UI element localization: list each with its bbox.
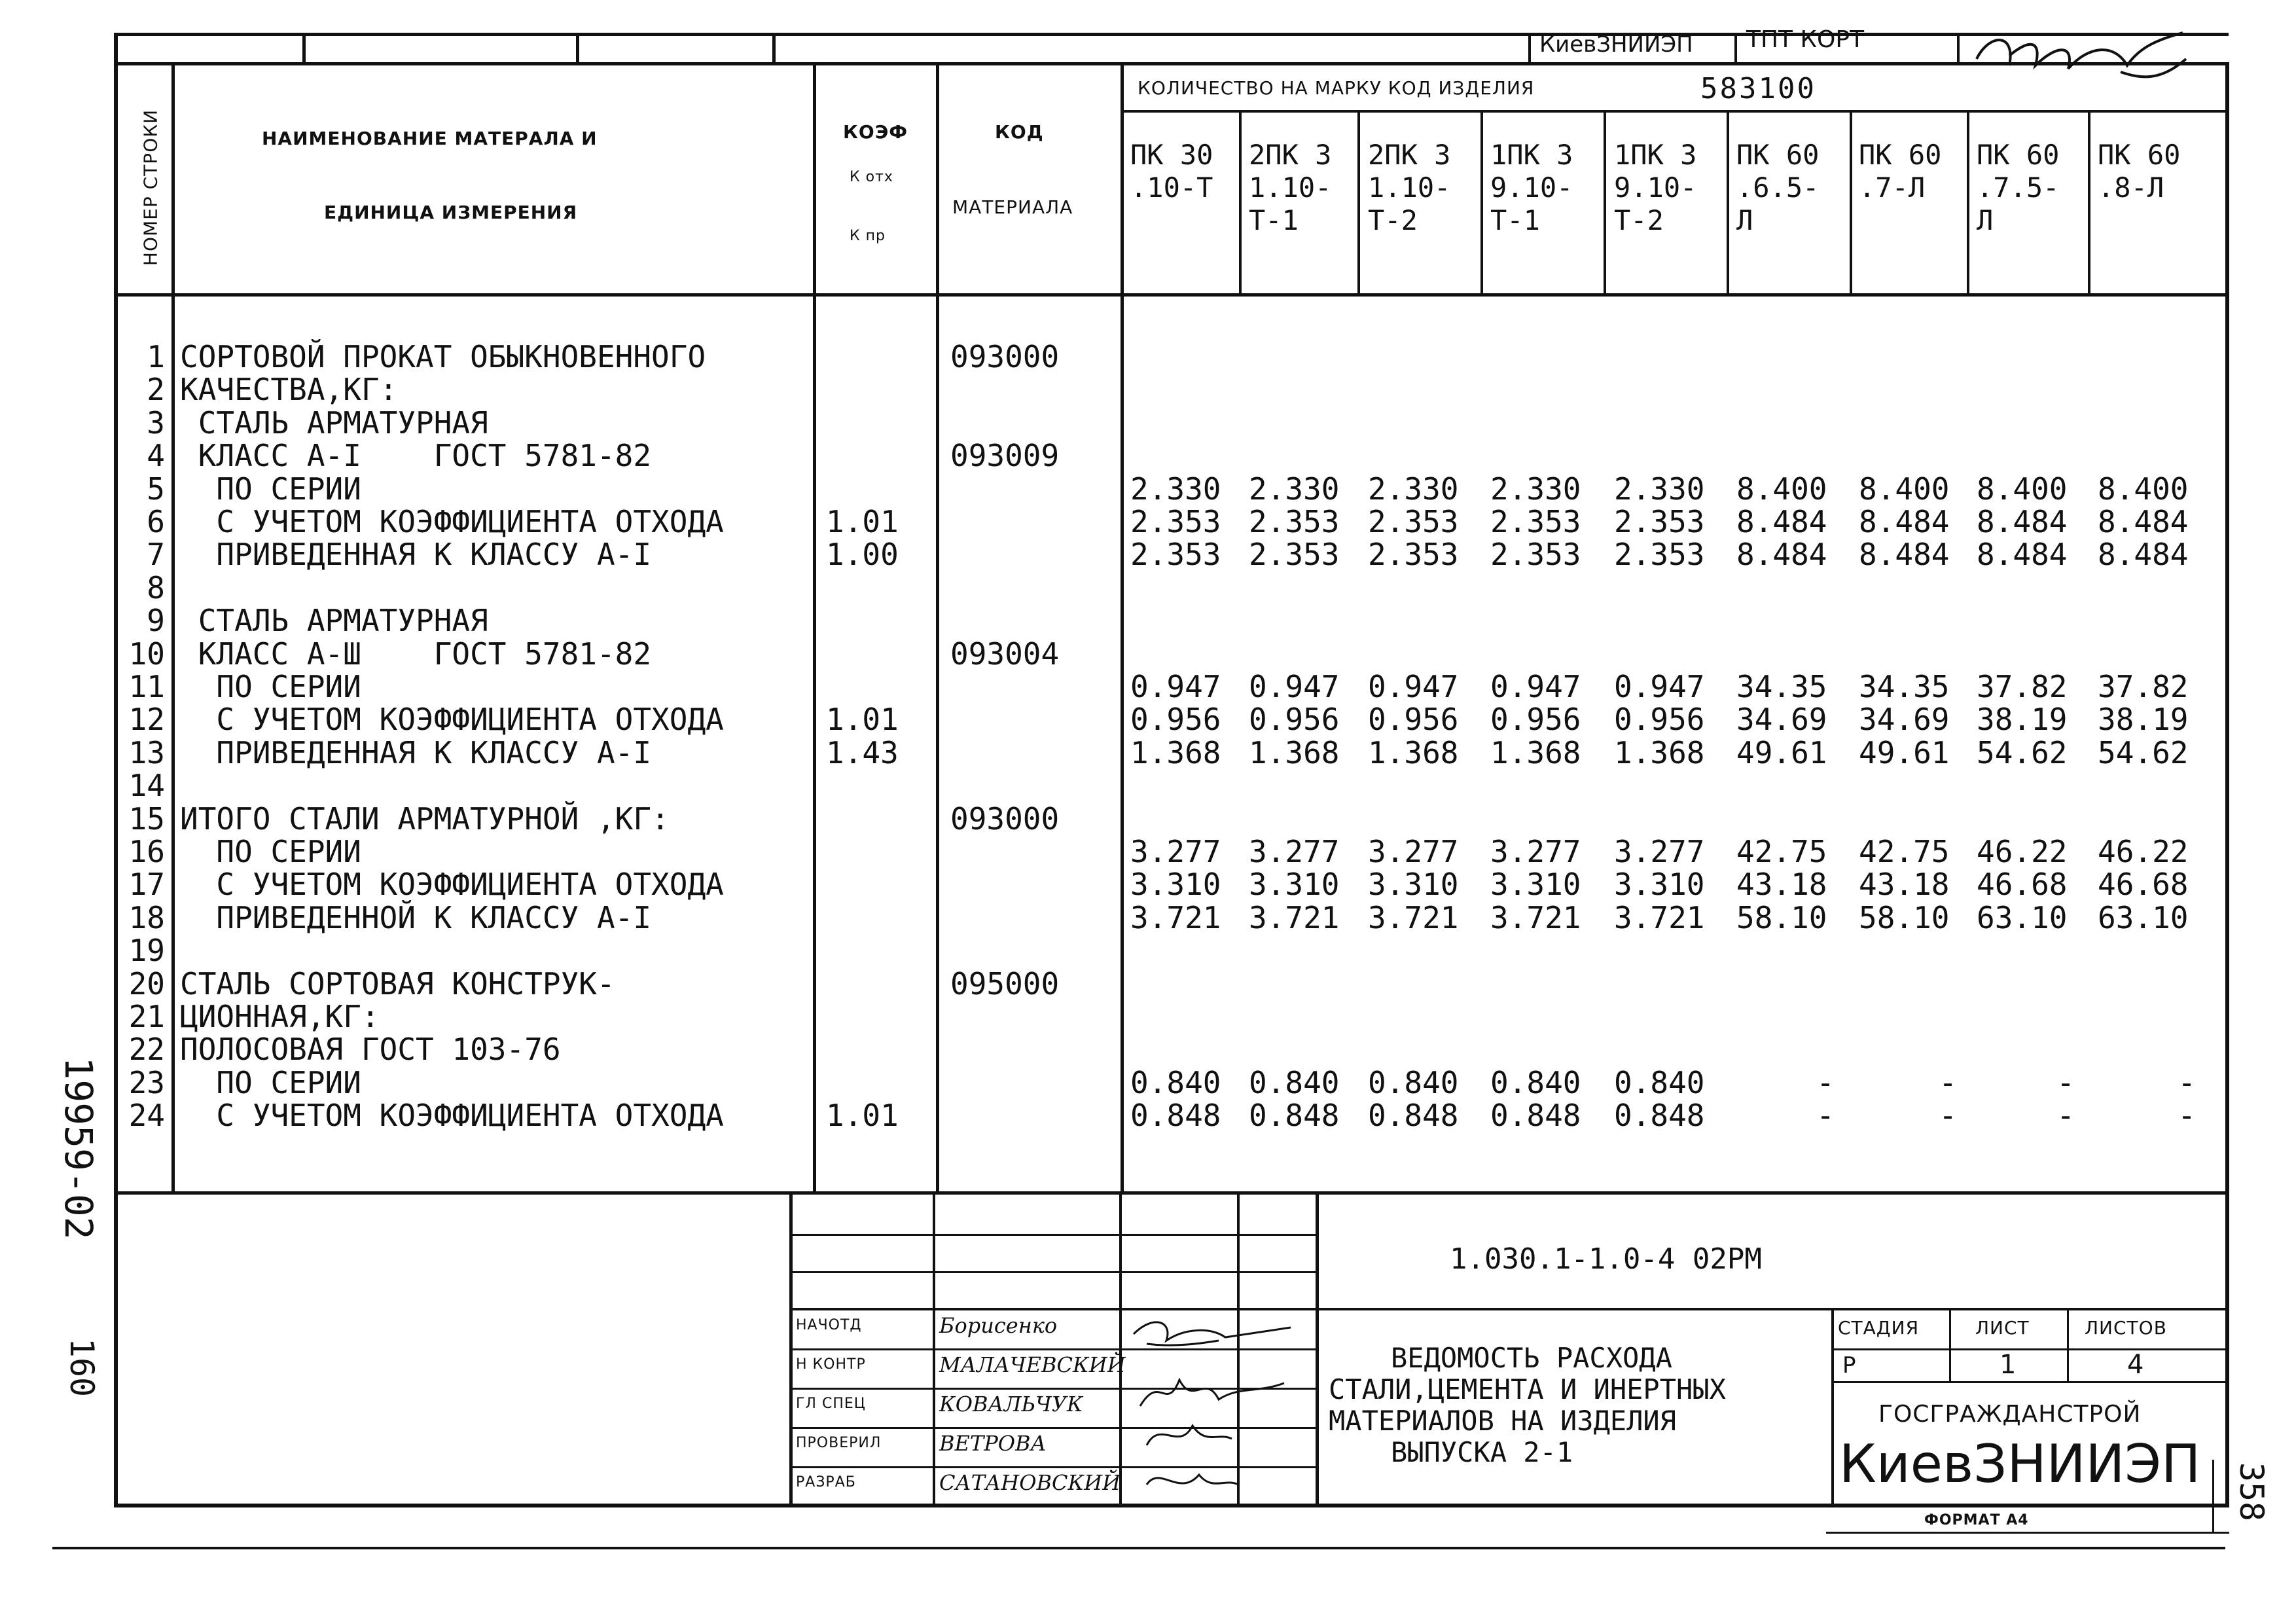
- row-number: 6: [147, 504, 165, 539]
- title-line4: ВЫПУСКА 2-1: [1391, 1436, 1573, 1468]
- row-value: 0.848: [1249, 1098, 1340, 1134]
- row-value: 8.400: [1977, 471, 2068, 507]
- row-value: 1.368: [1368, 734, 1459, 770]
- row-value: 3.721: [1249, 899, 1340, 935]
- column-header-5-line1: 1ПК 3: [1614, 139, 1697, 171]
- column-header-8-line2: .7.5-: [1977, 171, 2060, 204]
- row-value: 1.368: [1130, 734, 1221, 770]
- row-name: СТАЛЬ АРМАТУРНАЯ: [180, 603, 488, 639]
- row-value: 3.277: [1490, 834, 1581, 869]
- row-value: 37.82: [2098, 669, 2189, 704]
- row-value: 8.484: [2098, 504, 2189, 539]
- title-line1: ВЕДОМОСТЬ РАСХОДА: [1391, 1342, 1672, 1374]
- row-value: 3.310: [1249, 867, 1340, 903]
- row-value: 1.368: [1490, 734, 1581, 770]
- signatures: [1121, 1308, 1317, 1504]
- row-number: 15: [128, 801, 165, 837]
- row-value: 1.368: [1614, 734, 1705, 770]
- sheet-value: 1: [2000, 1350, 2017, 1380]
- row-value: 42.75: [1859, 834, 1950, 869]
- row-name: ПОЛОСОВАЯ ГОСТ 103-76: [180, 1032, 561, 1068]
- row-name: С УЧЕТОМ КОЭФФИЦИЕНТА ОТХОДА: [180, 702, 724, 738]
- row-code: 093000: [950, 801, 1060, 837]
- frame-right: [2225, 62, 2229, 1506]
- row-value: 8.484: [1736, 504, 1827, 539]
- row-name: ПО СЕРИИ: [180, 669, 361, 704]
- row-value: 3.721: [1490, 899, 1581, 935]
- row-name: СОРТОВОЙ ПРОКАТ ОБЫКНОВЕННОГО: [180, 339, 706, 374]
- row-value: 0.848: [1614, 1098, 1705, 1134]
- page-number: 358: [2233, 1462, 2270, 1522]
- role-person: КОВАЛЬЧУК: [939, 1392, 1083, 1416]
- column-header-5-line3: Т-2: [1614, 204, 1664, 236]
- row-value: 2.330: [1368, 471, 1459, 507]
- row-coef: 1.01: [826, 1098, 899, 1134]
- row-value: 46.68: [1977, 867, 2068, 903]
- column-header-8-line3: Л: [1977, 204, 1994, 236]
- row-value: 54.62: [1977, 734, 2068, 770]
- header-coef: КОЭФ: [843, 121, 908, 143]
- row-value: 8.400: [1736, 471, 1827, 507]
- header-k-pr: К пр: [850, 228, 886, 244]
- row-value: 3.721: [1368, 899, 1459, 935]
- row-value: 43.18: [1859, 867, 1950, 903]
- title-line3: МАТЕРИАЛОВ НА ИЗДЕЛИЯ: [1329, 1405, 1677, 1437]
- sheets-label: ЛИСТОВ: [2085, 1317, 2167, 1339]
- org-ministry: ГОСГРАЖДАНСТРОЙ: [1878, 1401, 2142, 1428]
- column-header-7-line2: .7-Л: [1859, 171, 1926, 204]
- row-number: 24: [128, 1098, 165, 1134]
- row-value: 2.353: [1368, 504, 1459, 539]
- column-header-4-line2: 9.10-: [1490, 171, 1573, 204]
- row-value: 34.69: [1736, 702, 1827, 738]
- row-number: 10: [128, 636, 165, 672]
- row-value: 49.61: [1859, 734, 1950, 770]
- row-value: 2.330: [1249, 471, 1340, 507]
- row-value: 0.947: [1614, 669, 1705, 704]
- header-product-code: 583100: [1700, 72, 1816, 105]
- role-person: МАЛАЧЕВСКИЙ: [939, 1352, 1126, 1377]
- stage-value: Р: [1842, 1352, 1856, 1379]
- role-label: РАЗРАБ: [796, 1474, 856, 1490]
- row-value: 63.10: [1977, 899, 2068, 935]
- row-value: 2.353: [1249, 537, 1340, 573]
- row-number: 17: [128, 867, 165, 903]
- row-value: 0.840: [1614, 1064, 1705, 1100]
- row-value: 0.848: [1368, 1098, 1459, 1134]
- row-value: 34.35: [1736, 669, 1827, 704]
- row-value: 0.840: [1368, 1064, 1459, 1100]
- row-value: 38.19: [1977, 702, 2068, 738]
- row-value: 3.721: [1614, 899, 1705, 935]
- row-value: 0.956: [1614, 702, 1705, 738]
- row-name: ПО СЕРИИ: [180, 1064, 361, 1100]
- row-value: 0.840: [1130, 1064, 1221, 1100]
- row-number: 19: [128, 933, 165, 969]
- column-header-1-line1: ПК 30: [1130, 139, 1213, 171]
- header-name-line2: ЕДИНИЦА ИЗМЕРЕНИЯ: [324, 202, 578, 223]
- role-person: ВЕТРОВА: [939, 1431, 1047, 1456]
- row-value: 2.353: [1490, 537, 1581, 573]
- role-person: Борисенко: [939, 1313, 1058, 1338]
- row-name: ПО СЕРИИ: [180, 471, 361, 507]
- role-label: Н КОНТР: [796, 1356, 866, 1373]
- top-signature: [1964, 20, 2199, 92]
- row-value: 63.10: [2098, 899, 2189, 935]
- row-number: 12: [128, 702, 165, 738]
- row-number: 18: [128, 899, 165, 935]
- row-value: 3.721: [1130, 899, 1221, 935]
- row-value: 0.956: [1490, 702, 1581, 738]
- row-value: 46.22: [1977, 834, 2068, 869]
- column-header-2-line3: Т-1: [1249, 204, 1299, 236]
- frame-left: [114, 33, 118, 1506]
- row-value: 0.848: [1490, 1098, 1581, 1134]
- column-header-3-line3: Т-2: [1368, 204, 1418, 236]
- row-name: С УЧЕТОМ КОЭФФИЦИЕНТА ОТХОДА: [180, 504, 724, 539]
- row-value: 3.310: [1614, 867, 1705, 903]
- row-name: СТАЛЬ АРМАТУРНАЯ: [180, 405, 488, 441]
- stamp-org: КиевЗНИИЭП: [1539, 31, 1693, 58]
- column-header-6-line1: ПК 60: [1736, 139, 1820, 171]
- column-header-3-line2: 1.10-: [1368, 171, 1451, 204]
- row-name: КЛАСС А-I ГОСТ 5781-82: [180, 438, 652, 474]
- row-value: 2.353: [1130, 504, 1221, 539]
- row-value: 46.68: [2098, 867, 2189, 903]
- row-value: 3.277: [1368, 834, 1459, 869]
- doc-code: 1.030.1-1.0-4 02РМ: [1450, 1242, 1762, 1276]
- row-number: 23: [128, 1064, 165, 1100]
- column-header-4-line3: Т-1: [1490, 204, 1540, 236]
- row-name: ПРИВЕДЕННАЯ К КЛАССУ А-I: [180, 734, 652, 770]
- row-value: 37.82: [1977, 669, 2068, 704]
- sheet-label: ЛИСТ: [1975, 1317, 2030, 1339]
- row-value: -: [2178, 1064, 2196, 1100]
- row-value: 58.10: [1859, 899, 1950, 935]
- row-value: -: [2178, 1098, 2196, 1134]
- row-value: 8.484: [1977, 537, 2068, 573]
- row-name: ИТОГО СТАЛИ АРМАТУРНОЙ ,КГ:: [180, 801, 670, 837]
- row-number: 8: [147, 569, 165, 605]
- row-number: 13: [128, 734, 165, 770]
- header-row-no: НОМЕР СТРОКИ: [139, 109, 162, 266]
- row-number: 1: [147, 339, 165, 374]
- column-header-1-line2: .10-Т: [1130, 171, 1213, 204]
- row-number: 2: [147, 372, 165, 408]
- header-k-otx: К отх: [850, 169, 893, 185]
- role-label: НАЧОТД: [796, 1317, 862, 1333]
- row-value: 8.484: [1736, 537, 1827, 573]
- row-number: 20: [128, 965, 165, 1001]
- row-code: 093004: [950, 636, 1060, 672]
- row-value: 0.947: [1249, 669, 1340, 704]
- row-value: 46.22: [2098, 834, 2189, 869]
- row-value: 8.400: [1859, 471, 1950, 507]
- row-name: КАЧЕСТВА,КГ:: [180, 372, 398, 408]
- row-value: 0.840: [1490, 1064, 1581, 1100]
- row-value: 3.310: [1130, 867, 1221, 903]
- row-value: -: [2056, 1098, 2075, 1134]
- row-value: 42.75: [1736, 834, 1827, 869]
- row-value: 3.277: [1130, 834, 1221, 869]
- row-name: ЦИОННАЯ,КГ:: [180, 999, 380, 1034]
- row-value: 8.484: [1977, 504, 2068, 539]
- column-header-9-line1: ПК 60: [2098, 139, 2181, 171]
- archive-sub: 160: [63, 1337, 101, 1398]
- row-name: С УЧЕТОМ КОЭФФИЦИЕНТА ОТХОДА: [180, 1098, 724, 1134]
- row-value: 0.947: [1368, 669, 1459, 704]
- row-number: 5: [147, 471, 165, 507]
- row-value: 34.69: [1859, 702, 1950, 738]
- row-value: 34.35: [1859, 669, 1950, 704]
- column-header-2-line2: 1.10-: [1249, 171, 1332, 204]
- row-value: 58.10: [1736, 899, 1827, 935]
- row-number: 21: [128, 999, 165, 1034]
- role-person: САТАНОВСКИЙ: [939, 1470, 1121, 1495]
- row-value: 0.947: [1130, 669, 1221, 704]
- row-number: 22: [128, 1032, 165, 1068]
- row-value: 2.330: [1614, 471, 1705, 507]
- row-value: 0.840: [1249, 1064, 1340, 1100]
- row-value: 8.400: [2098, 471, 2189, 507]
- row-value: 0.947: [1490, 669, 1581, 704]
- row-value: 0.956: [1130, 702, 1221, 738]
- row-value: 2.353: [1490, 504, 1581, 539]
- row-number: 11: [128, 669, 165, 704]
- row-value: 2.330: [1490, 471, 1581, 507]
- row-value: -: [1939, 1098, 1957, 1134]
- row-coef: 1.43: [826, 734, 899, 770]
- header-code-line1: КОД: [995, 121, 1044, 143]
- header-qty-label: КОЛИЧЕСТВО НА МАРКУ КОД ИЗДЕЛИЯ: [1138, 77, 1535, 99]
- row-value: 43.18: [1736, 867, 1827, 903]
- row-value: 2.330: [1130, 471, 1221, 507]
- column-header-5-line2: 9.10-: [1614, 171, 1697, 204]
- row-value: 8.484: [1859, 504, 1950, 539]
- row-name: ПРИВЕДЕННОЙ К КЛАССУ А-I: [180, 899, 652, 935]
- row-value: 3.310: [1490, 867, 1581, 903]
- title-line2: СТАЛИ,ЦЕМЕНТА И ИНЕРТНЫХ: [1329, 1373, 1726, 1405]
- row-value: 2.353: [1130, 537, 1221, 573]
- header-code-line2: МАТЕРИАЛА: [952, 196, 1073, 218]
- format-label: ФОРМАТ А4: [1924, 1512, 2029, 1528]
- row-value: -: [1939, 1064, 1957, 1100]
- row-value: -: [2056, 1064, 2075, 1100]
- row-value: 2.353: [1614, 504, 1705, 539]
- row-value: 38.19: [2098, 702, 2189, 738]
- row-value: 8.484: [1859, 537, 1950, 573]
- row-number: 3: [147, 405, 165, 441]
- row-code: 093009: [950, 438, 1060, 474]
- row-value: 0.956: [1368, 702, 1459, 738]
- role-label: ГЛ СПЕЦ: [796, 1396, 866, 1412]
- column-header-8-line1: ПК 60: [1977, 139, 2060, 171]
- row-name: ПО СЕРИИ: [180, 834, 361, 869]
- row-value: 0.956: [1249, 702, 1340, 738]
- row-coef: 1.01: [826, 702, 899, 738]
- column-header-7-line1: ПК 60: [1859, 139, 1942, 171]
- row-value: 54.62: [2098, 734, 2189, 770]
- column-header-6-line3: Л: [1736, 204, 1753, 236]
- stage-label: СТАДИЯ: [1838, 1317, 1920, 1339]
- row-value: 2.353: [1614, 537, 1705, 573]
- row-code: 095000: [950, 965, 1060, 1001]
- row-coef: 1.01: [826, 504, 899, 539]
- org-institute: КиевЗНИИЭП: [1839, 1434, 2201, 1494]
- row-value: 2.353: [1249, 504, 1340, 539]
- row-value: 3.277: [1249, 834, 1340, 869]
- column-header-9-line2: .8-Л: [2098, 171, 2164, 204]
- sheets-value: 4: [2127, 1350, 2144, 1380]
- stamp-code: ТПТ КОРТ: [1746, 26, 1865, 53]
- row-name: СТАЛЬ СОРТОВАЯ КОНСТРУК-: [180, 965, 615, 1001]
- row-coef: 1.00: [826, 537, 899, 573]
- row-value: -: [1816, 1098, 1835, 1134]
- archive-number: 19959-02: [56, 1056, 101, 1240]
- row-number: 4: [147, 438, 165, 474]
- row-number: 9: [147, 603, 165, 639]
- row-value: 0.848: [1130, 1098, 1221, 1134]
- row-name: С УЧЕТОМ КОЭФФИЦИЕНТА ОТХОДА: [180, 867, 724, 903]
- row-value: -: [1816, 1064, 1835, 1100]
- column-header-3-line1: 2ПК 3: [1368, 139, 1451, 171]
- row-value: 8.484: [2098, 537, 2189, 573]
- row-value: 2.353: [1368, 537, 1459, 573]
- row-value: 3.310: [1368, 867, 1459, 903]
- column-header-6-line2: .6.5-: [1736, 171, 1820, 204]
- row-value: 49.61: [1736, 734, 1827, 770]
- row-value: 3.277: [1614, 834, 1705, 869]
- row-number: 7: [147, 537, 165, 573]
- role-label: ПРОВЕРИЛ: [796, 1435, 882, 1451]
- row-name: ПРИВЕДЕННАЯ К КЛАССУ А-I: [180, 537, 652, 573]
- row-number: 14: [128, 768, 165, 804]
- header-name-line1: НАИМЕНОВАНИЕ МАТЕРАЛА И: [262, 128, 598, 149]
- row-code: 093000: [950, 339, 1060, 374]
- row-name: КЛАСС А-Ш ГОСТ 5781-82: [180, 636, 652, 672]
- column-header-2-line1: 2ПК 3: [1249, 139, 1332, 171]
- row-number: 16: [128, 834, 165, 869]
- column-header-4-line1: 1ПК 3: [1490, 139, 1573, 171]
- row-value: 1.368: [1249, 734, 1340, 770]
